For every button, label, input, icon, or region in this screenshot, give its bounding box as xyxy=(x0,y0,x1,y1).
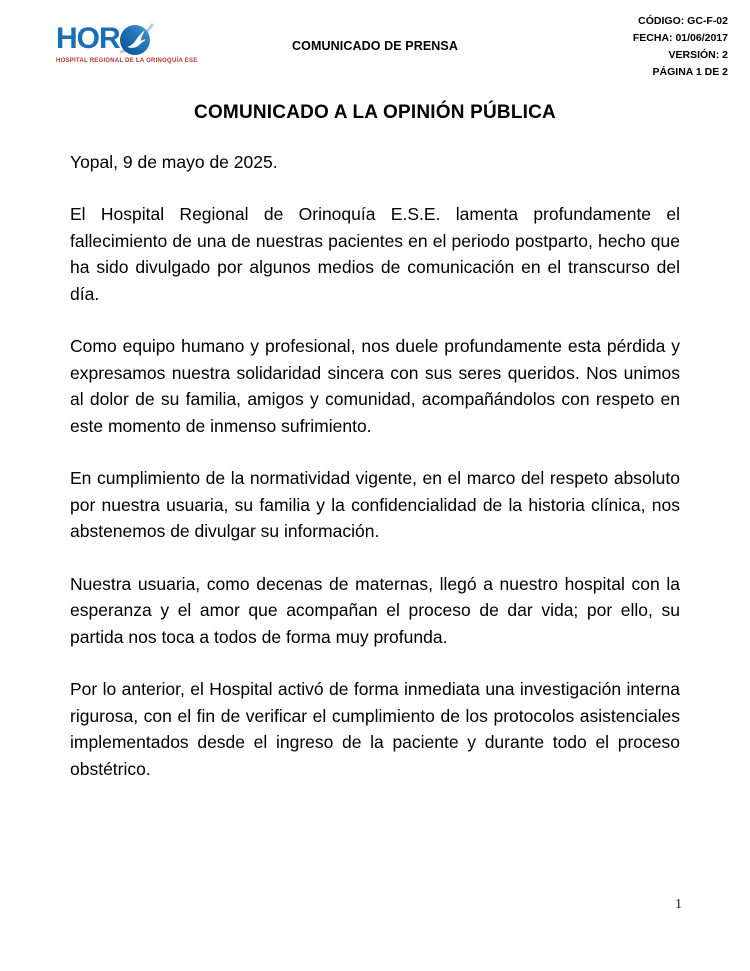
meta-fecha: FECHA: 01/06/2017 xyxy=(632,32,728,44)
document-body xyxy=(70,0,680,782)
document-type-label: COMUNICADO DE PRENSA xyxy=(292,39,458,53)
meta-codigo: CÓDIGO: GC-F-02 xyxy=(638,15,728,27)
paragraph-2: Como equipo humano y profesional, nos duele profundamente esta pérdida y expresamos nuestra solidaridad sincera con sus seres queridos. Nos unimos al dolor de su familia, amigos y comunidad, acompañándolos con respeto en este momento de inmenso sufrimiento. xyxy=(70,336,680,436)
meta-version: VERSIÓN: 2 xyxy=(668,49,728,61)
paragraph-5: Por lo anterior, el Hospital activó de forma inmediata una investigación interna rigurosa, con el fin de verificar el cumplimiento de los protocolos asistenciales implementados desde el ingreso de la paciente y durante todo el proceso obstétrico. xyxy=(70,679,680,779)
paragraph-1: El Hospital Regional de Orinoquía E.S.E. lamenta profundamente el fallecimiento de una de nuestras pacientes en el periodo postparto, hecho que ha sido divulgado por algunos medios de comunicación en el transcurso del día. xyxy=(70,204,680,304)
meta-pagina: PÁGINA 1 DE 2 xyxy=(652,66,728,78)
paragraph-3: En cumplimiento de la normatividad vigente, en el marco del respeto absoluto por nuestra usuaria, su familia y la confidencialidad de la historia clínica, nos abstenemos de divulgar su información. xyxy=(70,468,680,541)
page-title: COMUNICADO A LA OPINIÓN PÚBLICA xyxy=(194,102,556,123)
paragraph-4: Nuestra usuaria, como decenas de maternas, llegó a nuestro hospital con la esperanza y el amor que acompañan el proceso de dar vida; por ello, su partida nos toca a todos de forma muy profunda. xyxy=(70,573,680,647)
horo-logo-tagline: HOSPITAL REGIONAL DE LA ORINOQUÍA ESE xyxy=(56,58,198,64)
dateline: Yopal, 9 de mayo de 2025. xyxy=(70,152,278,172)
page-number: 1 xyxy=(675,897,682,912)
horo-logo-text: HOR xyxy=(56,22,120,55)
